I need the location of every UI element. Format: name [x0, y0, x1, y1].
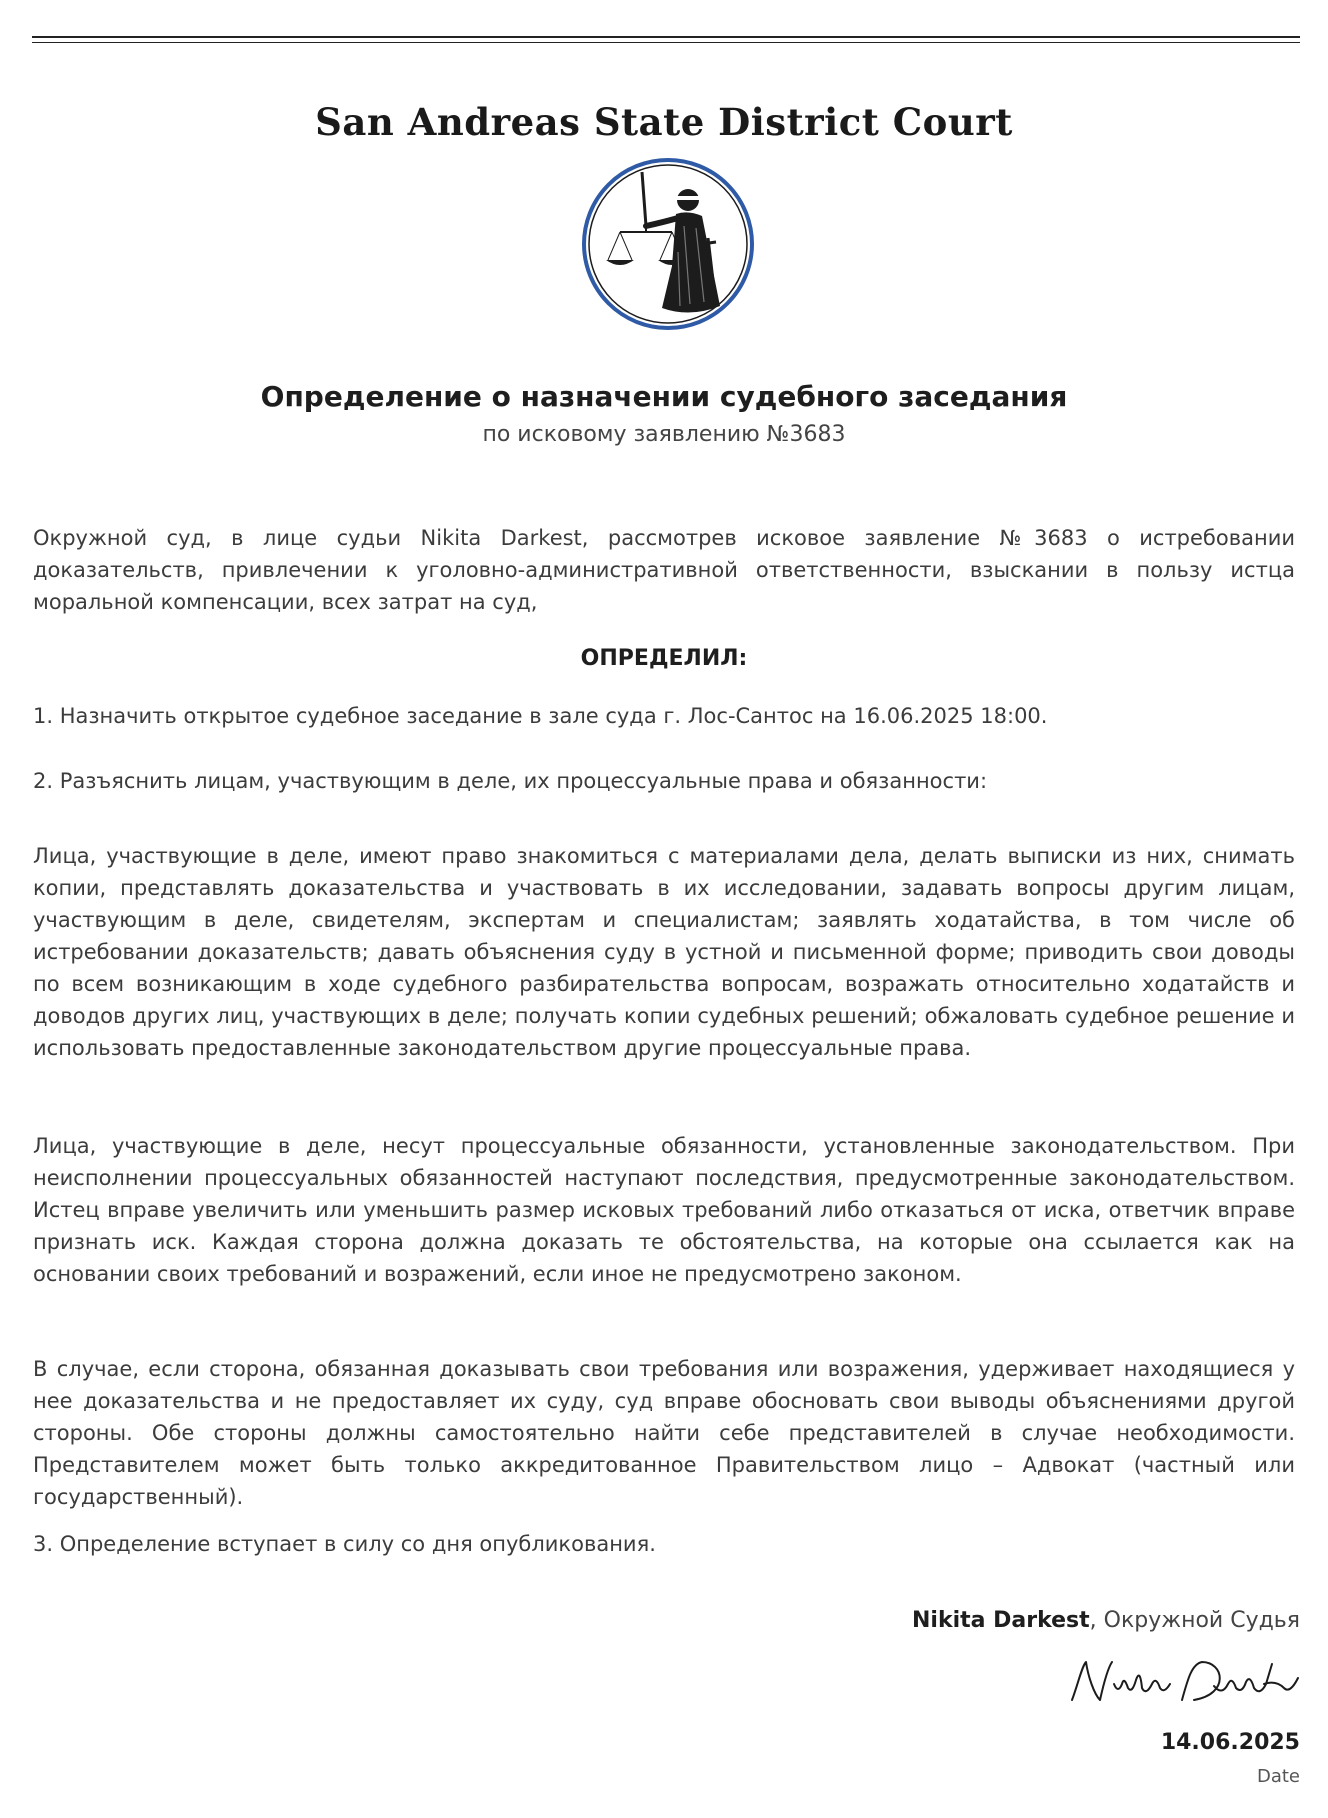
document-subtitle: по исковому заявлению №3683	[482, 422, 846, 447]
signatory-role: , Окружной Судья	[1089, 1608, 1300, 1633]
court-name: San Andreas State District Court	[315, 100, 1013, 144]
item-3: 3. Определение вступает в силу со дня опубликования.	[33, 1532, 656, 1556]
lady-justice-seal-icon	[580, 156, 756, 332]
top-rule-thick	[32, 36, 1300, 38]
signatory-line	[912, 1608, 1300, 1633]
evidence-paragraph: В случае, если сторона, обязанная доказывать свои требования или возражения, удерживает находящиеся у нее доказательства и не предоставляет их суду, суд вправе обосновать свои выводы объяснениями другой стороны. Обе стороны должны самостоятельно найти себе представителей в случае необходимости. Представителем может быть только аккредитованное Правительством лицо – Адвокат (частный или государственный).	[33, 1357, 1295, 1509]
signatory-name: Nikita Darkest	[911, 1608, 1090, 1633]
document-title: Определение о назначении судебного заседания	[260, 380, 1068, 413]
decision-heading: ОПРЕДЕЛИЛ:	[580, 646, 748, 671]
date-label: Date	[1256, 1766, 1300, 1787]
handwritten-signature	[1064, 1654, 1304, 1710]
item-1: 1. Назначить открытое судебное заседание в зале суда г. Лос-Сантос на 16.06.2025 18:00.	[33, 704, 1048, 728]
duties-paragraph: Лица, участвующие в деле, несут процессуальные обязанности, установленные законодательством. При неисполнении процессуальных обязанностей наступают последствия, предусмотренные законодательством. Истец вправе увеличить или уменьшить размер исковых требований либо отказаться от иска, ответчик вправе признать иск. Каждая сторона должна доказать те обстоятельства, на которые она ссылается как на основании своих требований и возражений, если иное не предусмотрено законом.	[33, 1134, 1295, 1286]
rights-paragraph: Лица, участвующие в деле, имеют право знакомиться с материалами дела, делать выписки из них, снимать копии, представлять доказательства и участвовать в их исследовании, задавать вопросы другим лицам, участвующим в деле, свидетелям, экспертам и специалистам; заявлять ходатайства, в том числе об истребовании доказательств; давать объяснения суду в устной и письменной форме; приводить свои доводы по всем возникающим в ходе судебного разбирательства вопросам, возражать относительно ходатайств и доводов других лиц, участвующих в деле; получать копии судебных решений; обжаловать судебное решение и использовать предоставленные законодательством другие процессуальные права.	[33, 844, 1295, 1060]
intro-paragraph: Окружной суд, в лице судьи Nikita Darkest, рассмотрев исковое заявление №3683 о истребовании доказательств, привлечении к уголовно-административной ответственности, взыскании в пользу истца моральной компенсации, всех затрат на суд,	[33, 526, 1295, 614]
document-date: 14.06.2025	[1160, 1730, 1300, 1755]
top-rule-thin	[32, 42, 1300, 43]
item-2: 2. Разъяснить лицам, участвующим в деле, их процессуальные права и обязанности:	[33, 769, 988, 793]
